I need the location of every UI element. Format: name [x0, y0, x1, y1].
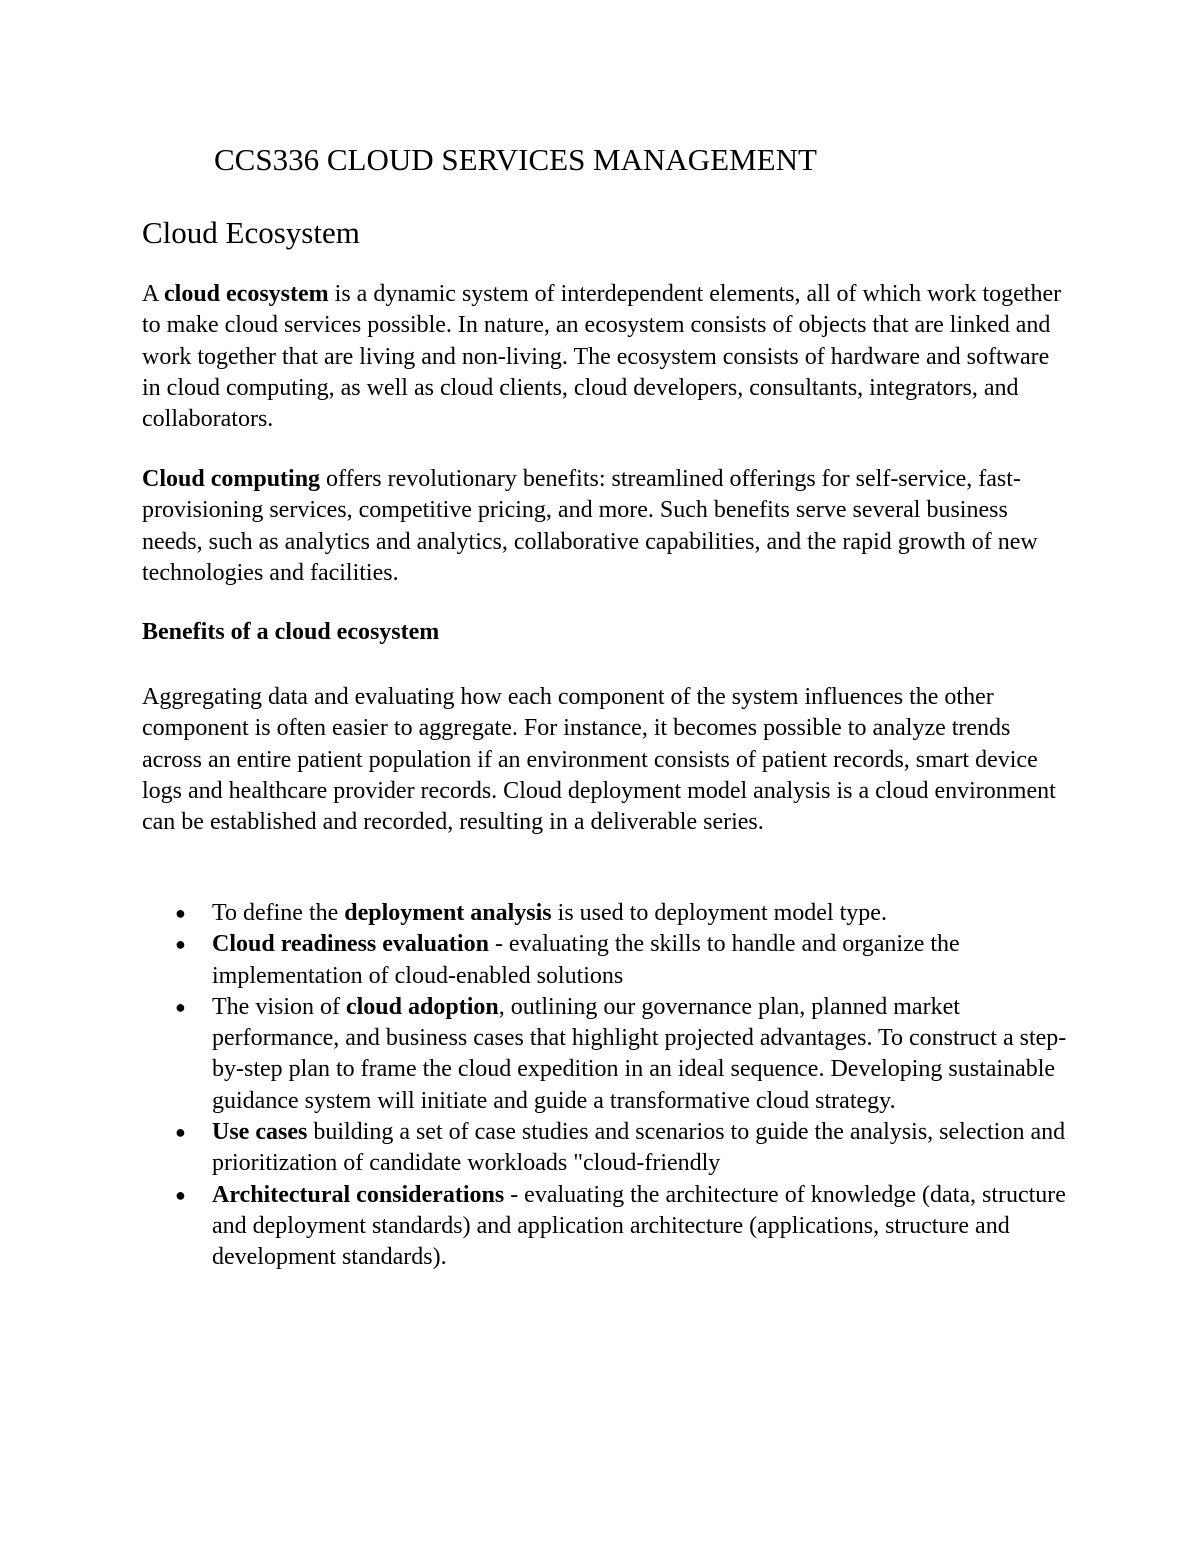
- list-item-text: To define the: [212, 900, 345, 926]
- bullet-icon: ●: [175, 934, 186, 955]
- bold-term: Cloud computing: [142, 466, 321, 492]
- list-item-text: - evaluating the skills to handle and organize the implementation of cloud-enabled solutions: [212, 931, 960, 989]
- bold-term: cloud adoption: [345, 993, 499, 1020]
- bullet-icon: ●: [175, 903, 186, 923]
- list-item-text: is used to deployment model type.: [551, 900, 887, 926]
- bullet-icon: ●: [175, 1184, 186, 1205]
- list-item: [175, 992, 1082, 1117]
- list-item: [175, 929, 1082, 992]
- paragraph-aggregating-data: Aggregating data and evaluating how each component of the system influences the other component is often easier to aggregate. For instance, it becomes possible to analyze trends across an entire patient population if an environment consists of patient records, smart device logs and healthcare provider records. Cloud deployment model analysis is a cloud environment can be established and recorded, resulting in a deliverable series.: [142, 684, 1056, 836]
- bullet-icon: ●: [175, 1122, 186, 1143]
- benefits-list: [175, 898, 1082, 1274]
- paragraph-lead: A: [142, 281, 165, 307]
- paragraph-text: is a dynamic system of interdependent elements, all of which work together to make cloud services possible. In nature, an ecosystem consists of objects that are linked and work together that are living and non-living. The ecosystem consists of hardware and software in cloud computing, as well as cloud clients, cloud developers, consultants, integrators, and collaborators.: [142, 281, 1062, 433]
- paragraph-cloud-computing: [142, 464, 1072, 589]
- list-item-text: - evaluating the architecture of knowledge (data, structure and deployment standards) and application architecture (applications, structure and development standards).: [212, 1181, 1066, 1271]
- bold-term: Architectural considerations: [212, 1181, 505, 1208]
- list-item-text: , outlining our governance plan, planned market performance, and business cases that highlight projected advantages. To construct a step-by-step plan to frame the cloud expedition in an ideal sequence. Developing sustainable guidance system will initiate and guide a transformative cloud strategy.: [212, 993, 1067, 1114]
- bold-term: Cloud readiness evaluation: [212, 931, 489, 958]
- list-item-text: building a set of case studies and scenarios to guide the analysis, selection and prioritization of candidate workloads "cloud-friendly: [212, 1119, 1066, 1177]
- bullet-icon: ●: [175, 996, 186, 1017]
- list-item: [175, 1117, 1082, 1180]
- list-item: [175, 898, 1082, 929]
- bold-term: cloud ecosystem: [164, 281, 329, 307]
- section-heading: Cloud Ecosystem: [142, 215, 360, 250]
- bold-term: deployment analysis: [344, 900, 552, 926]
- subheading-benefits: Benefits of a cloud ecosystem: [142, 619, 440, 645]
- paragraph-cloud-ecosystem: [142, 279, 1072, 435]
- document-title: CCS336 CLOUD SERVICES MANAGEMENT: [214, 142, 817, 177]
- bold-term: Use cases: [212, 1119, 308, 1146]
- list-item: [175, 1180, 1082, 1274]
- list-item-text: The vision of: [212, 993, 346, 1020]
- paragraph-text: offers revolutionary benefits: streamlined offerings for self-service, fast-provisioning services, competitive pricing, and more. Such benefits serve several business needs, such as analytics and analytics, collaborative capabilities, and the rapid growth of new technologies and facilities.: [142, 466, 1038, 586]
